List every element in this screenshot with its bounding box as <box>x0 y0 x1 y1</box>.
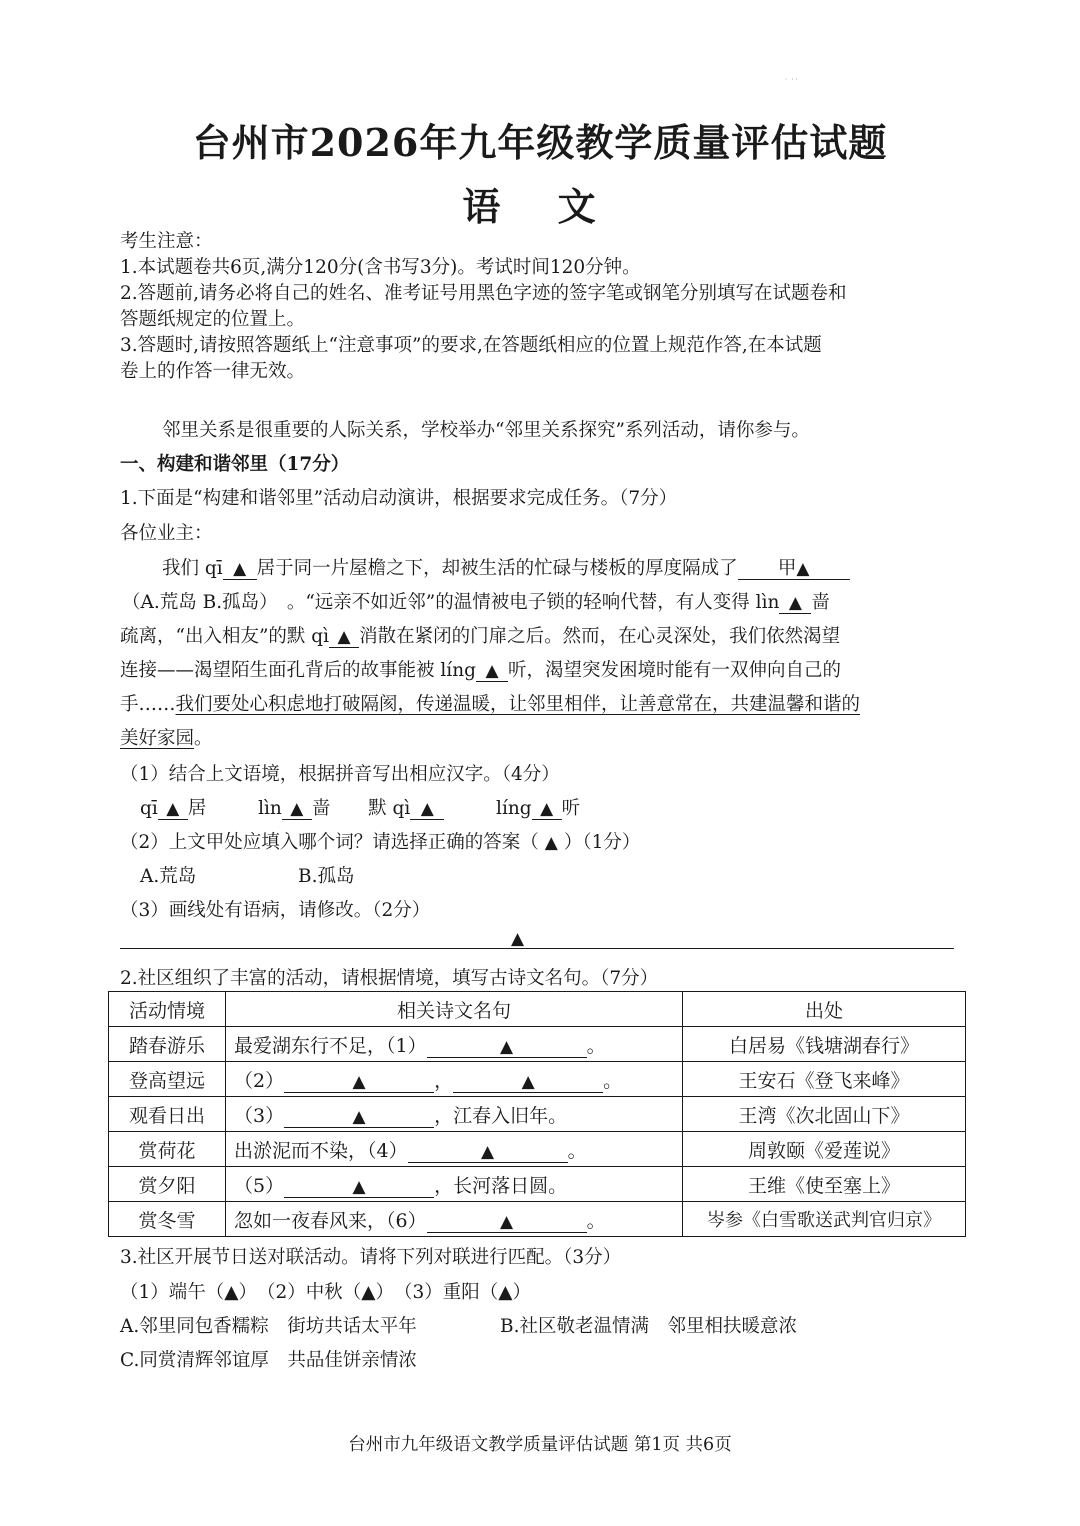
row-scene: 赏夕阳 <box>109 1167 226 1202</box>
row-scene: 登高望远 <box>109 1062 226 1097</box>
q3-option-a: A.邻里同包香糯粽 街坊共话太平年 <box>120 1316 417 1337</box>
row-scene: 赏冬雪 <box>109 1202 226 1237</box>
notice-item-1: 1.本试题卷共6页,满分120分(含书写3分)。考试时间120分钟。 <box>120 257 641 278</box>
answer-blank-qi[interactable]: ▲ <box>233 559 247 579</box>
q2-stem: 2.社区组织了丰富的活动，请根据情境，填写古诗文名句。（7分） <box>120 968 659 989</box>
row-poem: （2） ▲ ， ▲ 。 <box>226 1062 683 1097</box>
poem-blank-3[interactable]: ▲ <box>352 1106 366 1127</box>
notice-item-3-line-1: 3.答题时,请按照答题纸上“注意事项”的要求,在答题纸相应的位置上规范作答,在本试题 <box>120 335 822 356</box>
poem-blank-2b[interactable]: ▲ <box>521 1071 535 1092</box>
q3-option-c: C.同赏清辉邻谊厚 共品佳饼亲情浓 <box>120 1350 417 1371</box>
row-poem: （5） ▲ ，长河落日圆。 <box>226 1167 683 1202</box>
table-row <box>109 1097 966 1132</box>
row-source: 王安石《登飞来峰》 <box>683 1062 966 1097</box>
pinyin-answer-qi2[interactable]: ▲ <box>420 799 434 819</box>
poem-blank-2a[interactable]: ▲ <box>352 1071 366 1092</box>
notice-item-2-line-2: 答题纸规定的位置上。 <box>120 309 306 330</box>
q1-stem: 1.下面是“构建和谐邻里”活动启动演讲，根据要求完成任务。（7分） <box>120 488 678 509</box>
speech-line-5: 手……我们要处心积虑地打破隔阂，传递温暖，让邻里相伴，让善意常在，共建温馨和谐的 <box>120 694 861 715</box>
speech-line-6: 美好家园。 <box>120 728 213 749</box>
answer-blank-ling[interactable]: ▲ <box>485 661 499 681</box>
table-row <box>109 1062 966 1097</box>
page-footer: 台州市九年级语文教学质量评估试题 第1页 共6页 <box>348 1435 732 1455</box>
notice-item-2-line-1: 2.答题前,请务必将自己的姓名、准考证号用黑色字迹的签字笔或钢笔分别填写在试题卷和 <box>120 283 847 304</box>
poem-blank-6[interactable]: ▲ <box>500 1211 514 1232</box>
row-scene: 赏荷花 <box>109 1132 226 1167</box>
table-row <box>109 1202 966 1237</box>
answer-blank-lin[interactable]: ▲ <box>788 593 802 613</box>
row-poem: 忽如一夜春风来，（6） ▲ 。 <box>226 1202 683 1237</box>
q1-sub1: （1）结合上文语境，根据拼音写出相应汉字。（4分） <box>120 764 560 785</box>
q1-sub3: （3）画线处有语病，请修改。（2分） <box>120 900 431 921</box>
row-poem: 出淤泥而不染，（4） ▲ 。 <box>226 1132 683 1167</box>
q3-stem: 3.社区开展节日送对联活动。请将下列对联进行匹配。（3分） <box>120 1247 622 1268</box>
header-scene: 活动情境 <box>109 992 226 1027</box>
row-poem: （3） ▲ ，江春入旧年。 <box>226 1097 683 1132</box>
poem-blank-1[interactable]: ▲ <box>500 1036 514 1057</box>
intro-paragraph: 邻里关系是很重要的人际关系，学校举办“邻里关系探究”系列活动，请你参与。 <box>162 420 810 441</box>
poem-table-header <box>109 992 966 1027</box>
table-row <box>109 1132 966 1167</box>
poem-table <box>108 991 966 1237</box>
exam-title: 台州市2026年九年级教学质量评估试题 <box>192 120 888 165</box>
poem-blank-4[interactable]: ▲ <box>481 1141 495 1162</box>
row-poem: 最爱湖东行不足，（1） ▲ 。 <box>226 1027 683 1062</box>
q3-option-b: B.社区敬老温情满 邻里相扶暖意浓 <box>500 1316 797 1337</box>
speech-line-4: 连接——渴望陌生面孔背后的故事能被 líng ▲ 听，渴望突发困境时能有一双伸向自己的 <box>120 660 841 681</box>
pinyin-answer-lin[interactable]: ▲ <box>290 799 304 819</box>
choice-answer-blank[interactable]: ▲ <box>544 833 558 853</box>
underlined-sentence: 我们要处心积虑地打破隔阂，传递温暖，让邻里相伴，让善意常在，共建温馨和谐的 <box>175 694 861 715</box>
revision-answer-mark[interactable]: ▲ <box>511 929 525 949</box>
speech-line-2: （A.荒岛 B.孤岛） 。“远亲不如近邻”的温情被电子锁的轻响代替，有人变得 lìn ▲ 啬 <box>122 592 830 613</box>
q1-sub2: （2）上文甲处应填入哪个词？请选择正确的答案（ ▲ ）（1分） <box>120 832 641 853</box>
row-source: 岑参《白雪歌送武判官归京》 <box>683 1202 966 1237</box>
scan-marks: ˙ ˙˙ <box>784 78 799 87</box>
speech-line-3: 疏离，“出入相友”的默 qì ▲ 消散在紧闭的门扉之后。然而，在心灵深处，我们依然渴望 <box>120 626 841 647</box>
q1-option-a: A.荒岛 <box>140 866 197 887</box>
poem-blank-5[interactable]: ▲ <box>352 1176 366 1197</box>
section-1-heading: 一、构建和谐邻里（17分） <box>120 454 350 475</box>
row-scene: 观看日出 <box>109 1097 226 1132</box>
table-row <box>109 1027 966 1062</box>
header-source: 出处 <box>683 992 966 1027</box>
q3-festivals[interactable]: （1）端午（▲） （2）中秋（▲） （3）重阳（▲） <box>120 1282 531 1303</box>
answer-blank-qi2[interactable]: ▲ <box>337 627 351 647</box>
q1-option-b: B.孤岛 <box>298 866 355 887</box>
row-source: 白居易《钱塘湖春行》 <box>683 1027 966 1062</box>
revision-answer-line <box>120 948 954 949</box>
row-source: 王维《使至塞上》 <box>683 1167 966 1202</box>
pinyin-answer-qi[interactable]: ▲ <box>166 799 180 819</box>
notice-heading: 考生注意： <box>120 231 213 252</box>
pinyin-answer-ling[interactable]: ▲ <box>540 799 554 819</box>
table-row <box>109 1167 966 1202</box>
row-source: 王湾《次北固山下》 <box>683 1097 966 1132</box>
underlined-sentence-end: 美好家园 <box>120 728 195 749</box>
notice-item-3-line-2: 卷上的作答一律无效。 <box>120 361 306 382</box>
subject-title: 语 文 <box>462 184 618 229</box>
row-source: 周敦颐《爱莲说》 <box>683 1132 966 1167</box>
q1-salutation: 各位业主： <box>120 523 213 544</box>
answer-blank-jia[interactable]: ▲ <box>796 559 810 579</box>
header-poem: 相关诗文名句 <box>226 992 683 1027</box>
speech-line-1: 我们 qī ▲ 居于同一片屋檐之下，却被生活的忙碌与楼板的厚度隔成了 甲▲ <box>162 556 850 582</box>
pinyin-row: qī ▲ 居 lìn ▲ 啬 默 qì ▲ líng ▲ 听 <box>140 798 581 819</box>
blank-jia-label: 甲 <box>777 558 797 579</box>
row-scene: 踏春游乐 <box>109 1027 226 1062</box>
